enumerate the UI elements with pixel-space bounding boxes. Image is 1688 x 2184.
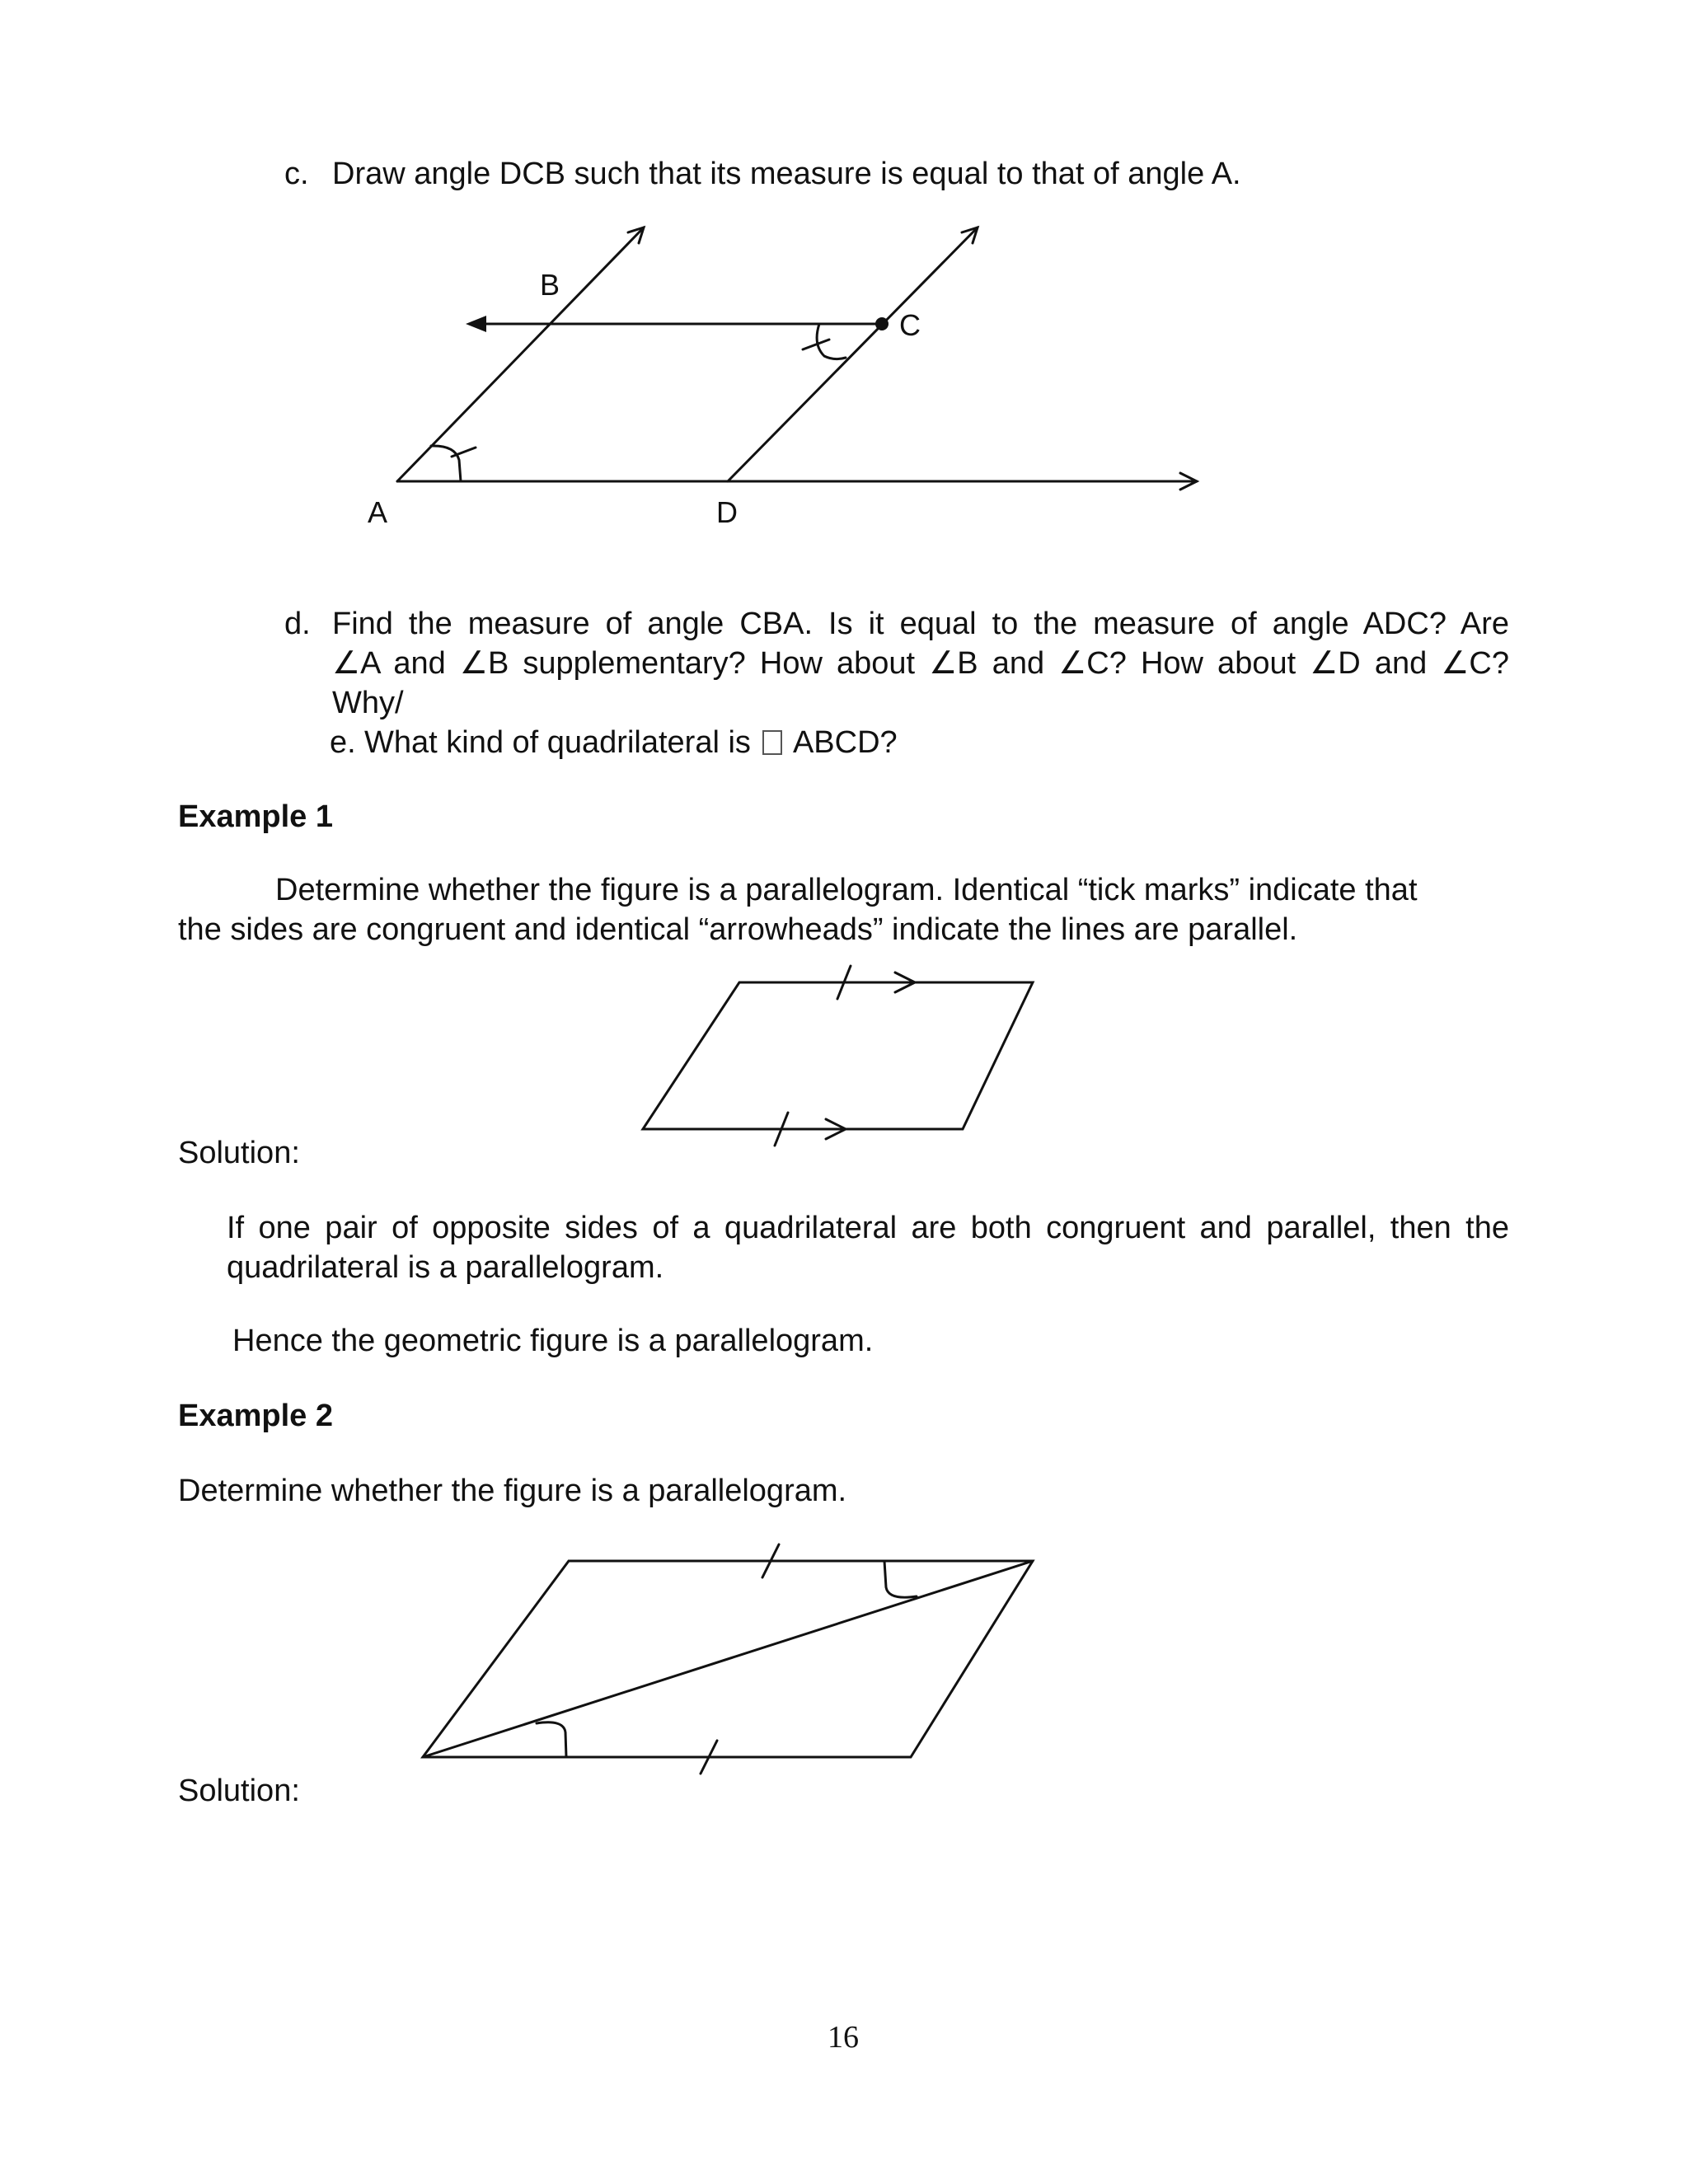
example-1-prompt [178, 870, 1467, 949]
item-e-text: What kind of quadrilateral is [364, 725, 751, 760]
ray-ad-arrowhead [1180, 473, 1197, 490]
top-tick-mark [762, 1544, 779, 1577]
item-e [330, 723, 898, 762]
label-d: D [716, 495, 738, 529]
top-tick-mark [837, 966, 851, 999]
angle-top-arc [884, 1561, 917, 1597]
bottom-tick-mark [775, 1113, 788, 1146]
example-1-line-1: Determine whether the figure is a parallelogram. Identical “tick marks” indicate that [275, 873, 1418, 907]
ray-cb-arrowhead [466, 316, 486, 332]
example-1-solution [227, 1208, 1509, 1287]
bottom-tick-mark [701, 1741, 717, 1774]
point-c [875, 317, 889, 330]
item-e-marker: e. [330, 725, 356, 760]
label-b: B [540, 268, 560, 302]
example-2-solution-label: Solution: [178, 1774, 300, 1808]
label-c: C [899, 308, 921, 342]
example-1-solution-line-1: If one pair of opposite sides of a quadrilateral are both congruent and parallel, then the [227, 1211, 1509, 1245]
item-d-line-3: Why/ [332, 686, 404, 720]
item-e-shape-name: ABCD? [792, 725, 898, 760]
ray-dc-arrowhead [962, 227, 978, 243]
example-1-solution-label: Solution: [178, 1136, 300, 1170]
bottom-parallel-arrowhead [826, 1119, 846, 1139]
example-1-conclusion: Hence the geometric figure is a parallelogram. [232, 1324, 874, 1358]
example-1-line-2: the sides are congruent and identical “arrowheads” indicate the lines are parallel. [178, 912, 1298, 947]
item-c-marker: c. [284, 157, 309, 191]
item-c-text: Draw angle DCB such that its measure is equal to that of angle A. [332, 157, 1241, 191]
diagonal [423, 1561, 1033, 1757]
example-2-heading: Example 2 [178, 1399, 333, 1433]
ray-ab-arrowhead [628, 227, 644, 243]
example-2-prompt: Determine whether the figure is a parallelogram. [178, 1474, 847, 1508]
angle-c-tick [803, 340, 829, 349]
ray-ab [397, 227, 644, 481]
label-a: A [368, 495, 388, 529]
quadrilateral-symbol-icon [762, 730, 782, 755]
angle-a-tick [452, 448, 476, 457]
ray-dc [728, 227, 978, 481]
item-d-marker: d. [284, 607, 311, 641]
angle-bottom-arc [537, 1722, 566, 1757]
item-d [284, 604, 1509, 723]
example-1-heading: Example 1 [178, 799, 333, 834]
example-1-solution-line-2: quadrilateral is a parallelogram. [227, 1250, 664, 1285]
angle-a-arc [431, 446, 461, 481]
parallelogram-1 [643, 982, 1033, 1129]
angle-c-arc [817, 324, 846, 359]
item-c [284, 154, 1241, 194]
item-d-line-1: Find the measure of angle CBA. Is it equal to the measure of angle ADC? Are [332, 607, 1509, 641]
item-d-line-2: ∠A and ∠B supplementary? How about ∠B and ∠C? How about ∠D and ∠C? [332, 646, 1509, 681]
page-number: 16 [828, 2020, 859, 2055]
top-parallel-arrowhead [895, 972, 915, 992]
parallelogram-2 [423, 1561, 1033, 1757]
